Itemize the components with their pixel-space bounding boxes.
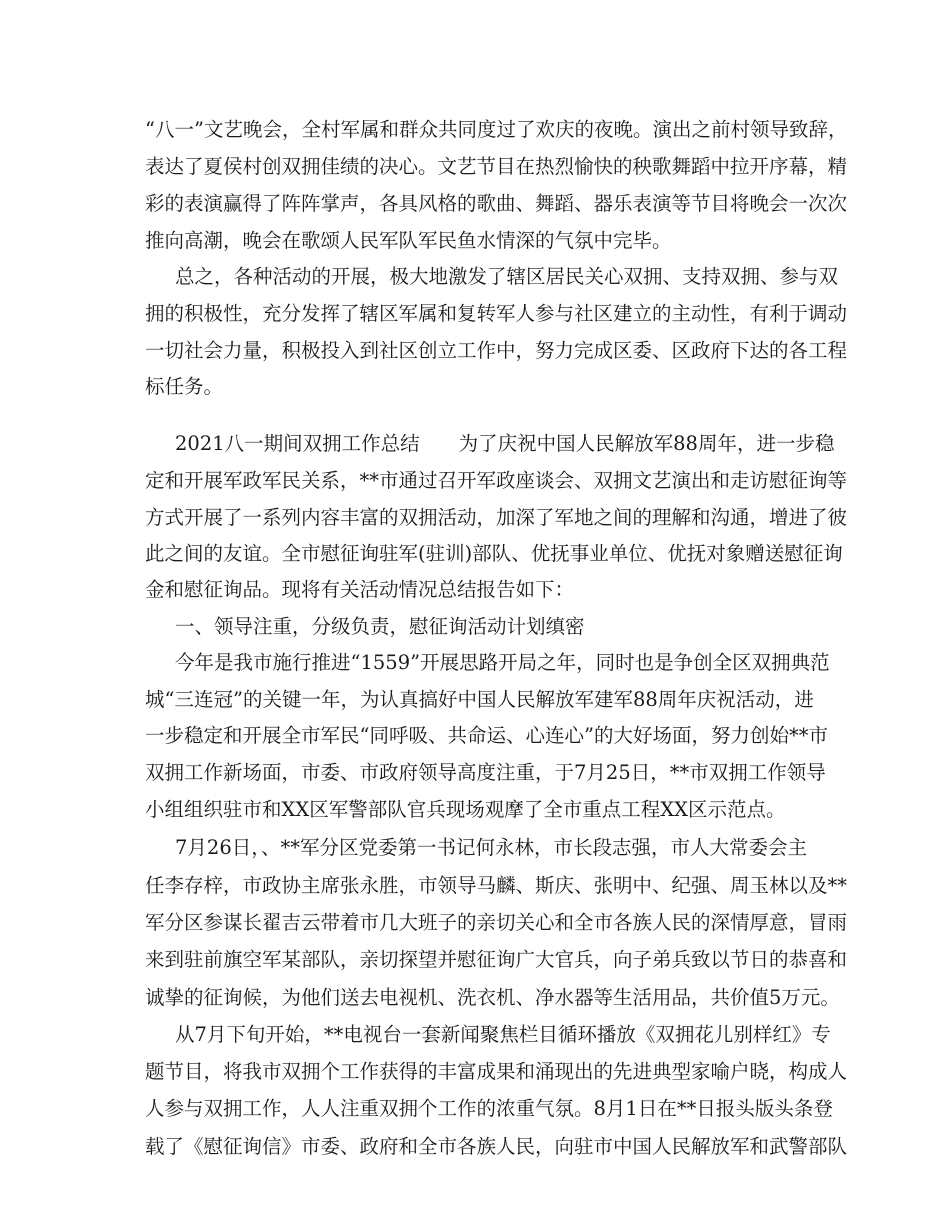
text-line: 城“三连冠”的关键一年，为认真搞好中国人民解放军建军88周年庆祝活动，进 — [145, 688, 814, 711]
text-line: 任李存梓，市政协主席张永胜，市领导马麟、斯庆、张明中、纪强、周玉林以及** — [145, 874, 848, 897]
text-line: 载了《慰征询信》市委、政府和全市各族人民，向驻市中国人民解放军和武警部队 — [145, 1135, 848, 1158]
text-line: 金和慰征询品。现将有关活动情况总结报告如下： — [145, 578, 575, 601]
text-line: 诚挚的征询候，为他们送去电视机、洗衣机、净水器等生活用品，共价值5万元。 — [145, 986, 840, 1009]
text-line: 2021八一期间双拥工作总结 为了庆祝中国人民解放军88周年，进一步稳 — [175, 432, 835, 455]
text-line: 表达了夏侯村创双拥佳绩的决心。文艺节目在热烈愉快的秧歌舞蹈中拉开序幕，精 — [145, 155, 848, 178]
text-line: 今年是我市施行推进“1559”开展思路开局之年，同时也是争创全区双拥典范 — [175, 651, 830, 674]
text-line: 7月26日，、**军分区党委第一书记何永林，市长段志强，市人大常委会主 — [175, 836, 807, 859]
text-line: 彩的表演赢得了阵阵掌声，各具风格的歌曲、舞蹈、器乐表演等节目将晚会一次次 — [145, 192, 848, 215]
text-line: 人参与双拥工作，人人注重双拥个工作的浓重气氛。8月1日在**日报头版头条登 — [145, 1097, 833, 1120]
section-heading: 一、领导注重，分级负责，慰征询活动计划缜密 — [175, 615, 585, 638]
text-line: 推向高潮，晚会在歌颂人民军队军民鱼水情深的气氛中完毕。 — [145, 229, 672, 252]
text-line: 从7月下旬开始，**电视台一套新闻聚焦栏目循环播放《双拥花儿别样红》专 — [175, 1023, 831, 1046]
text-line: 方式开展了一系列内容丰富的双拥活动，加深了军地之间的理解和沟通，增进了彼 — [145, 506, 848, 529]
text-line: 定和开展军政军民关系，**市通过召开军政座谈会、双拥文艺演出和走访慰征询等 — [145, 469, 848, 492]
text-line: 来到驻前旗空军某部队，亲切探望并慰征询广大官兵，向子弟兵致以节日的恭喜和 — [145, 948, 848, 971]
text-line: 一切社会力量，积极投入到社区创立工作中，努力完成区委、区政府下达的各工程 — [145, 339, 848, 362]
text-line: 题节目，将我市双拥个工作获得的丰富成果和涌现出的先进典型家喻户晓，构成人 — [145, 1060, 848, 1083]
text-line: 总之，各种活动的开展，极大地激发了辖区居民关心双拥、支持双拥、参与双 — [175, 265, 839, 288]
text-line: 军分区参谋长翟吉云带着市几大班子的亲切关心和全市各族人民的深情厚意，冒雨 — [145, 911, 848, 934]
text-line: 小组组织驻市和XX区军警部队官兵现场观摩了全市重点工程XX区示范点。 — [145, 798, 786, 821]
text-line: 此之间的友谊。全市慰征询驻军(驻训)部队、优抚事业单位、优抚对象赠送慰征询 — [145, 542, 843, 565]
text-line: 标任务。 — [145, 375, 224, 398]
text-line: 双拥工作新场面，市委、市政府领导高度注重，于7月25日，**市双拥工作领导 — [145, 761, 826, 784]
text-line: “八一”文艺晚会，全村军属和群众共同度过了欢庆的夜晚。演出之前村领导致辞， — [145, 118, 848, 141]
text-line: 一步稳定和开展全市军民“同呼吸、共命运、心连心”的大好场面，努力创始**市 — [145, 724, 828, 747]
text-line: 拥的积极性，充分发挥了辖区军属和复转军人参与社区建立的主动性，有利于调动 — [145, 302, 848, 325]
